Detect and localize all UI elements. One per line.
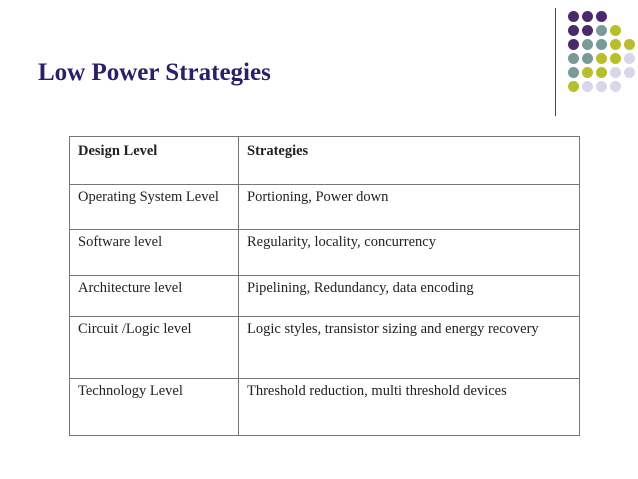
decorative-dot <box>596 39 607 50</box>
table-header-row <box>70 137 580 185</box>
slide-title: Low Power Strategies <box>38 59 271 86</box>
decorative-dot <box>610 67 621 78</box>
strategies-cell: Portioning, Power down <box>239 185 580 230</box>
vertical-divider <box>555 8 556 116</box>
table-row <box>70 230 580 276</box>
decorative-dot <box>582 81 593 92</box>
decorative-dot <box>610 81 621 92</box>
strategies-cell: Threshold reduction, multi threshold devices <box>239 379 580 436</box>
decorative-dot <box>582 67 593 78</box>
decorative-dot <box>568 53 579 64</box>
decorative-dot <box>582 11 593 22</box>
decorative-dot <box>624 39 635 50</box>
strategies-cell: Logic styles, transistor sizing and energy recovery <box>239 317 580 379</box>
decorative-dot <box>582 53 593 64</box>
decorative-dot <box>596 25 607 36</box>
decorative-dot <box>568 67 579 78</box>
design-level-cell: Software level <box>70 230 239 276</box>
decorative-dot <box>596 11 607 22</box>
table-row <box>70 276 580 317</box>
decorative-dot <box>610 53 621 64</box>
strategy-table-wrapper <box>69 136 580 436</box>
decorative-dot <box>596 53 607 64</box>
design-level-cell: Architecture level <box>70 276 239 317</box>
strategies-cell: Pipelining, Redundancy, data encoding <box>239 276 580 317</box>
design-level-cell: Circuit /Logic level <box>70 317 239 379</box>
strategy-table <box>69 136 580 436</box>
table-row <box>70 379 580 436</box>
decorative-dot <box>624 67 635 78</box>
column-header-design-level: Design Level <box>70 137 239 185</box>
decorative-dot <box>568 11 579 22</box>
decorative-dot <box>582 39 593 50</box>
column-header-strategies: Strategies <box>239 137 580 185</box>
decorative-dot <box>624 53 635 64</box>
design-level-cell: Technology Level <box>70 379 239 436</box>
decorative-dot <box>568 39 579 50</box>
decorative-dot <box>610 39 621 50</box>
decorative-dot <box>568 81 579 92</box>
decorative-dot <box>596 67 607 78</box>
table-row <box>70 185 580 230</box>
decorative-dot <box>596 81 607 92</box>
decorative-dot <box>568 25 579 36</box>
strategies-cell: Regularity, locality, concurrency <box>239 230 580 276</box>
decorative-dot <box>582 25 593 36</box>
decorative-dot <box>610 25 621 36</box>
table-row <box>70 317 580 379</box>
design-level-cell: Operating System Level <box>70 185 239 230</box>
